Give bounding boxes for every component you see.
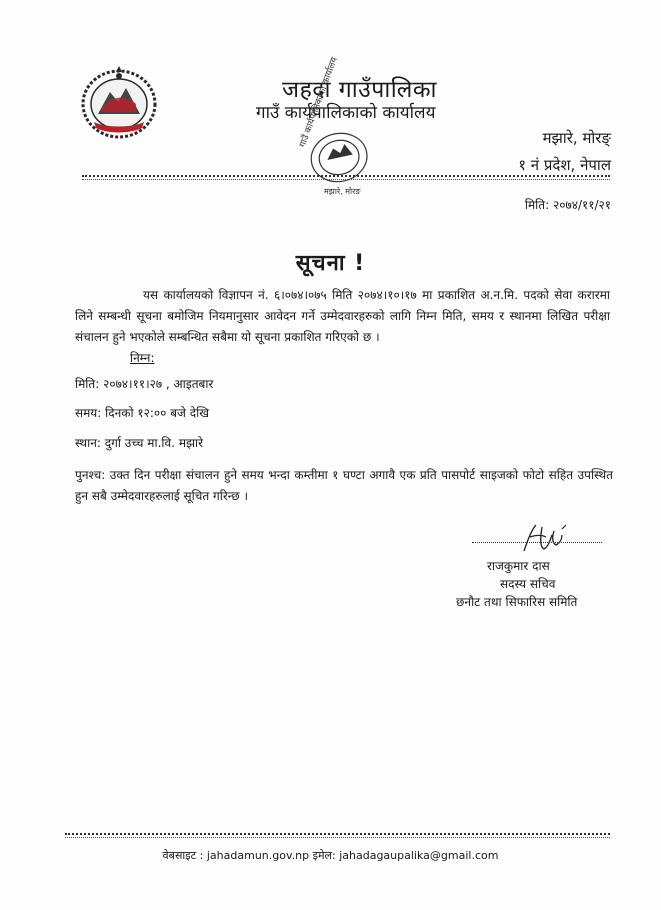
exam-time-row: समय: दिनको १२:०० बजे देखि <box>75 406 210 420</box>
handwritten-signature-icon <box>518 521 578 557</box>
letter-date: मिति: २०७४/११/२१ <box>524 198 611 212</box>
nepal-emblem-icon <box>80 66 158 140</box>
stamp-subtext: मझारे, मोरङ <box>324 187 361 196</box>
stamp-text: गाउँ कार्यपालिकाको कार्यालय <box>298 56 340 149</box>
footer-divider-secondary <box>65 837 610 838</box>
postscript: पुनश्च: उक्त दिन परीक्षा संचालन हुने समय भन्दा कम्तीमा १ घण्टा अगावै एक प्रति पासपोर्ट साइजको फोटो सहित उपस्थित हुन सबै उम्मेदवारहरुलाई सूचित गरिन्छ । <box>75 468 613 503</box>
header-divider-secondary <box>82 179 610 180</box>
office-name: जहदा गाउँपालिका <box>282 77 437 103</box>
signature-line <box>472 542 602 543</box>
exam-date-row: मिति: २०७४।११।२७ , आइतबार <box>75 377 214 391</box>
address-line-1: मझारे, मोरङ् <box>542 129 611 147</box>
address-line-2: १ नं प्रदेश, नेपाल <box>518 156 611 174</box>
notice-title: सूचना ! <box>295 251 366 276</box>
notice-body-block <box>75 285 610 348</box>
office-subtitle: गाउँ कार्यपालिकाको कार्यालय <box>256 103 436 123</box>
nimna-label: निम्न: <box>130 351 155 365</box>
signatory-name: राजकुमार दास <box>487 559 550 573</box>
notice-body: यस कार्यालयको विज्ञापन नं. ६।०७४।०७५ मिति २०७४।१०।१७ मा प्रकाशित अ.न.मि. पदको सेवा करारमा लिने सम्बन्धी सूचना बमोजिम नियमानुसार आवेदन गर्ने उम्मेदवारहरुको लागि निम्न मिति, समय र स्थानमा लिखित परीक्षा संचालन हुने भएकोले सम्बन्धित सबैमा यो सूचना प्रकाशित गरिएको छ । <box>75 288 610 344</box>
signatory-committee: छनौट तथा सिफारिस समिति <box>456 595 578 609</box>
signatory-role: सदस्य सचिव <box>500 577 556 591</box>
header-divider <box>82 175 610 177</box>
footer-divider <box>65 833 610 835</box>
exam-place-row: स्थान: दुर्गा उच्च मा.वि. मझारे <box>75 436 204 450</box>
footer-contact: वेबसाइट : jahadamun.gov.np इमेल: jahadagaupalika@gmail.com <box>162 849 499 862</box>
